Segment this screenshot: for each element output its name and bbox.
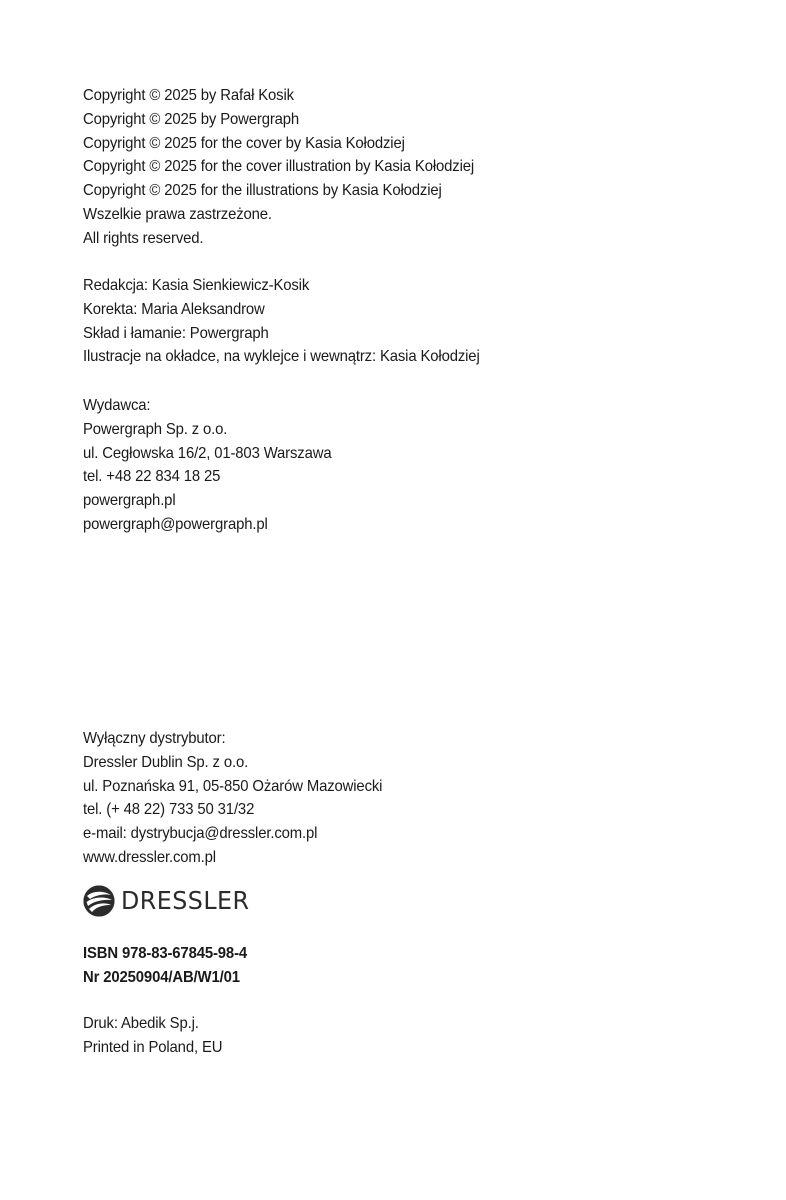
- printer-name: Druk: Abedik Sp.j.: [83, 1015, 199, 1032]
- publisher-heading: Wydawca:: [83, 397, 151, 414]
- copyright-line: Copyright © 2025 by Rafał Kosik: [83, 87, 294, 104]
- isbn-block: [83, 942, 763, 990]
- distributor-name: Dressler Dublin Sp. z o.o.: [83, 753, 249, 771]
- distributor-address: ul. Poznańska 91, 05-850 Ożarów Mazowiecki: [83, 777, 383, 795]
- rights-reserved-en: All rights reserved.: [83, 229, 204, 247]
- distributor-phone: tel. (+ 48 22) 733 50 31/32: [83, 801, 255, 819]
- publisher-address: ul. Cegłowska 16/2, 01-803 Warszawa: [83, 444, 332, 462]
- illustrations-credit: Ilustracje na okładce, na wyklejce i wewnątrz: Kasia Kołodziej: [83, 348, 480, 366]
- publisher-email: powergraph@powergraph.pl: [83, 515, 268, 533]
- editor-credit: Redakcja: Kasia Sienkiewicz-Kosik: [83, 277, 310, 294]
- globe-logo-icon: [83, 885, 115, 917]
- proofreading-credit: Korekta: Maria Aleksandrow: [83, 300, 265, 318]
- copyright-line: Copyright © 2025 for the illustrations by Kasia Kołodziej: [83, 182, 442, 200]
- dressler-logo: [83, 884, 763, 918]
- isbn-number: ISBN 978-83-67845-98-4: [83, 945, 248, 962]
- publisher-phone: tel. +48 22 834 18 25: [83, 468, 221, 486]
- rights-reserved-pl: Wszelkie prawa zastrzeżone.: [83, 205, 272, 223]
- publisher-name: Powergraph Sp. z o.o.: [83, 420, 228, 438]
- copyright-line: Copyright © 2025 for the cover by Kasia Kołodziej: [83, 134, 405, 152]
- copyright-line: Copyright © 2025 for the cover illustration by Kasia Kołodziej: [83, 158, 475, 176]
- edition-number: Nr 20250904/AB/W1/01: [83, 968, 240, 986]
- publisher-block: [83, 394, 763, 537]
- printed-in: Printed in Poland, EU: [83, 1038, 223, 1056]
- distributor-website: www.dressler.com.pl: [83, 848, 216, 866]
- distributor-heading: Wyłączny dystrybutor:: [83, 730, 226, 747]
- logo-wordmark: DRESSLER: [121, 886, 250, 915]
- distributor-block: [83, 727, 763, 870]
- print-block: [83, 1012, 763, 1060]
- typesetting-credit: Skład i łamanie: Powergraph: [83, 324, 269, 342]
- copyright-block: [83, 84, 763, 251]
- distributor-email: e-mail: dystrybucja@dressler.com.pl: [83, 825, 318, 843]
- copyright-line: Copyright © 2025 by Powergraph: [83, 110, 300, 128]
- publisher-website: powergraph.pl: [83, 492, 176, 510]
- credits-block: [83, 274, 763, 369]
